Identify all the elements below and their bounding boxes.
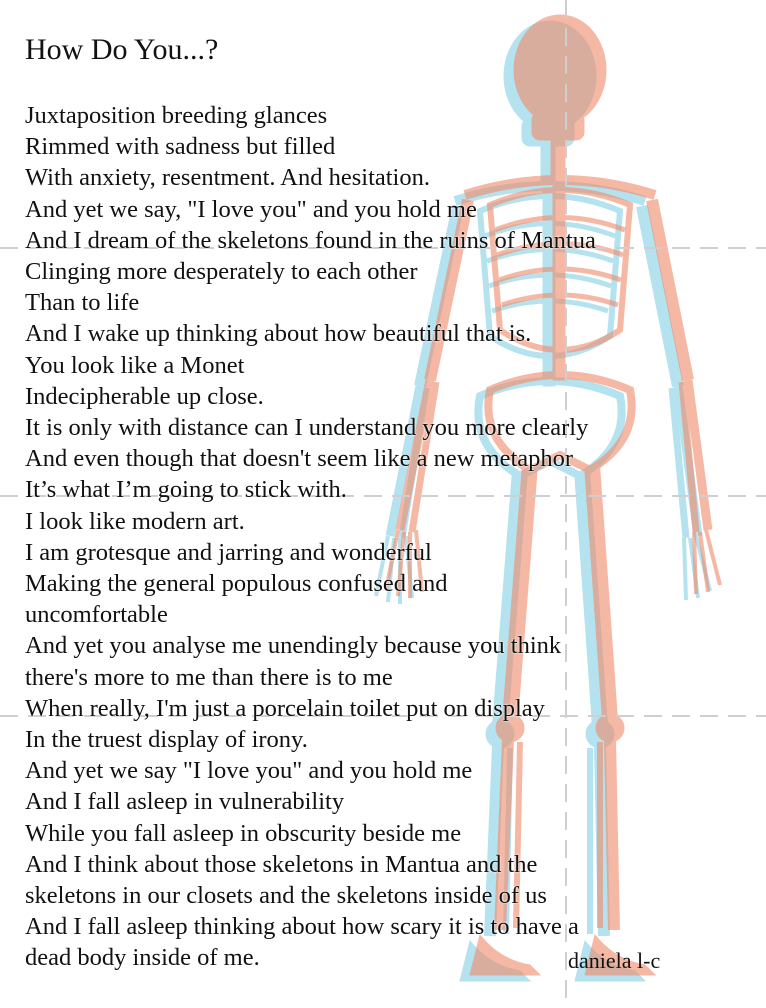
poem-line: With anxiety, resentment. And hesitation. [25, 164, 430, 192]
poem-line: And I dream of the skeletons found in the ruins of Mantua [25, 226, 596, 254]
poem-line: And I fall asleep thinking about how scary it is to have a [25, 913, 579, 941]
poem-line: And I wake up thinking about how beautiful that is. [25, 320, 532, 348]
poem-line: uncomfortable [25, 601, 168, 629]
poem-line: And I think about those skeletons in Mantua and the [25, 850, 538, 878]
poem-line: dead body inside of me. [25, 944, 260, 972]
poem-line: Than to life [25, 289, 140, 317]
poem-line: Making the general populous confused and [25, 570, 448, 598]
poem-line: In the truest display of irony. [25, 726, 308, 754]
poem-line: Juxtaposition breeding glances [25, 102, 328, 129]
poem-line: And yet we say "I love you" and you hold me [25, 757, 473, 785]
poem-line: It’s what I’m going to stick with. [25, 476, 347, 504]
poem-line: skeletons in our closets and the skeletons inside of us [25, 882, 547, 910]
poem-line: And yet you analyse me unendingly because you think [25, 632, 562, 660]
poem-line: Clinging more desperately to each other [25, 258, 418, 286]
poem-line: I am grotesque and jarring and wonderful [25, 538, 432, 566]
poem-line: When really, I'm just a porcelain toilet put on display [25, 694, 545, 722]
poem-line: Indecipherable up close. [25, 382, 264, 410]
poem-line: And yet we say, "I love you" and you hold me [25, 195, 477, 223]
poem-title: How Do You...? [25, 33, 219, 66]
poem-line: And even though that doesn't seem like a new metaphor [25, 445, 574, 473]
author-signature: daniela l-c [568, 948, 661, 973]
poem-line: While you fall asleep in obscurity beside me [25, 819, 462, 847]
poem-line: And I fall asleep in vulnerability [25, 788, 345, 816]
poem-body [25, 100, 596, 974]
poem-line: It is only with distance can I understand you more clearly [25, 414, 589, 442]
poem-line: there's more to me than there is to me [25, 663, 393, 691]
poem-line: I look like modern art. [25, 507, 245, 535]
poem-line: You look like a Monet [25, 351, 245, 379]
poem-line: Rimmed with sadness but filled [25, 133, 336, 161]
